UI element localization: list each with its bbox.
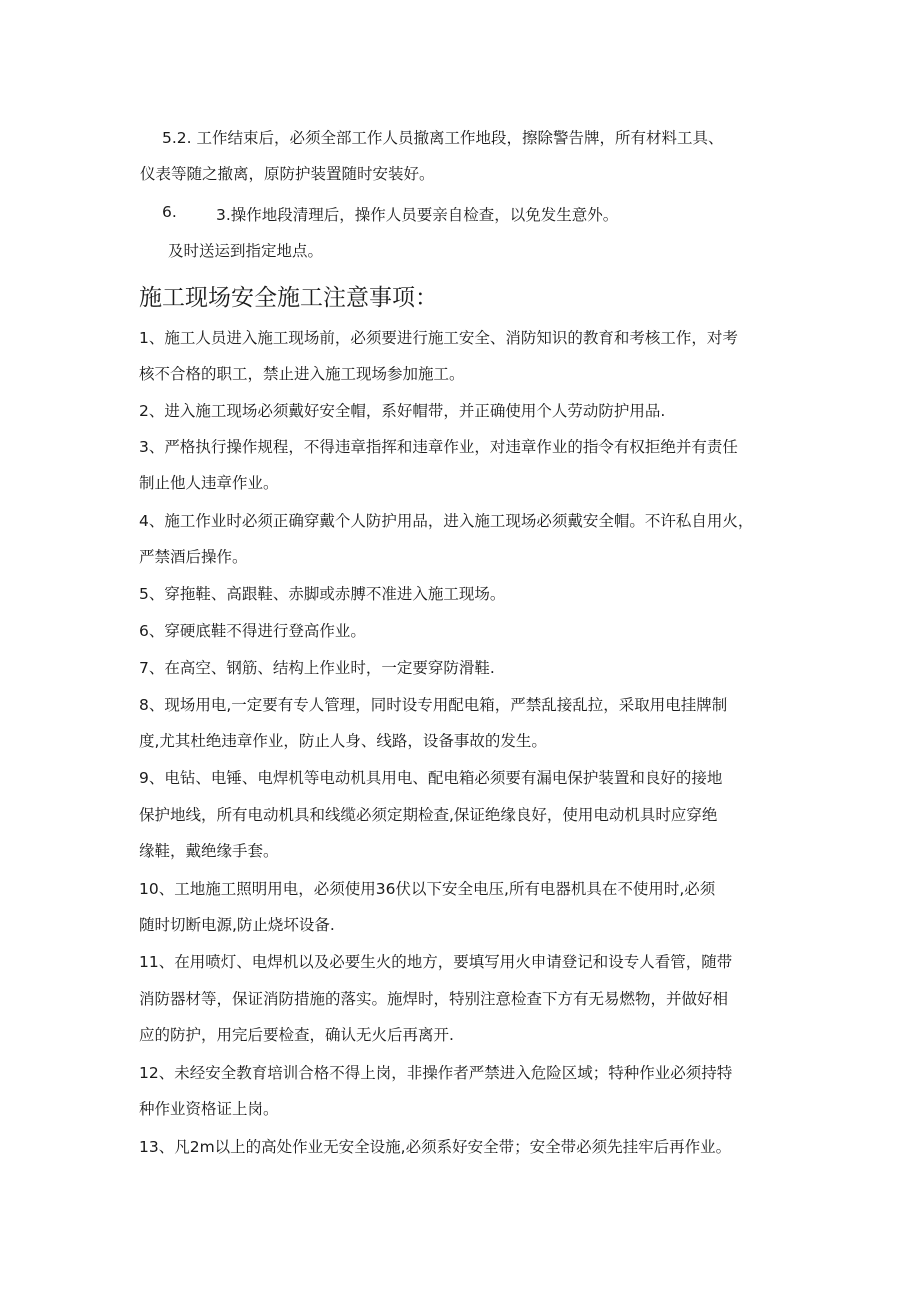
body-line: 11、在用喷灯、电焊机以及必要生火的地方，要填写用火申请登记和设专人看管，随带 — [139, 953, 733, 971]
body-line: 1、施工人员进入施工现场前，必须要进行施工安全、消防知识的教育和考核工作，对考 — [139, 329, 738, 347]
intro-paragraph-3: 及时送运到指定地点。 — [168, 242, 324, 260]
body-line: 13、凡2m以上的高处作业无安全设施,必须系好安全带；安全带必须先挂牢后再作业。 — [139, 1138, 732, 1156]
body-line: 缘鞋，戴绝缘手套。 — [139, 842, 279, 860]
body-line: 严禁酒后操作。 — [139, 548, 248, 566]
body-line: 6、穿硬底鞋不得进行登高作业。 — [139, 622, 366, 640]
body-line: 5、穿拖鞋、高跟鞋、赤脚或赤膊不准进入施工现场。 — [139, 585, 506, 603]
body-line: 9、电钻、电锤、电焊机等电动机具用电、配电箱必须要有漏电保护装置和良好的接地 — [139, 769, 723, 787]
intro-paragraph-1-line-2: 仪表等随之撤离，原防护装置随时安装好。 — [140, 165, 435, 183]
intro-paragraph-2-number: 6. — [162, 203, 177, 221]
intro-paragraph-2-text: 3.操作地段清理后，操作人员要亲自检查，以免发生意外。 — [216, 206, 619, 224]
body-line: 核不合格的职工，禁止进入施工现场参加施工。 — [139, 365, 465, 383]
intro-paragraph-1-line-1: 5.2. 工作结束后，必须全部工作人员撤离工作地段，擦除警告牌，所有材料工具、 — [162, 129, 724, 147]
body-line: 随时切断电源,防止烧坏设备. — [139, 916, 335, 934]
body-line: 4、施工作业时必须正确穿戴个人防护用品，进入施工现场必须戴安全帽。不许私自用火， — [139, 512, 754, 530]
body-line: 保护地线，所有电动机具和线缆必须定期检查,保证绝缘良好，使用电动机具时应穿绝 — [139, 806, 718, 824]
body-line: 2、进入施工现场必须戴好安全帽，系好帽带，并正确使用个人劳动防护用品. — [139, 402, 666, 420]
section-heading: 施工现场安全施工注意事项： — [139, 285, 438, 311]
body-line: 3、严格执行操作规程，不得违章指挥和违章作业，对违章作业的指令有权拒绝并有责任 — [139, 438, 738, 456]
body-line: 应的防护，用完后要检查，确认无火后再离开. — [139, 1026, 454, 1044]
body-line: 度,尤其杜绝违章作业，防止人身、线路，设备事故的发生。 — [139, 732, 547, 750]
body-line: 制止他人违章作业。 — [139, 474, 279, 492]
body-line: 10、工地施工照明用电，必须使用36伏以下安全电压,所有电器机具在不使用时,必须 — [139, 880, 716, 898]
body-line: 消防器材等，保证消防措施的落实。施焊时，特别注意检查下方有无易燃物，并做好相 — [139, 990, 729, 1008]
body-line: 种作业资格证上岗。 — [139, 1100, 279, 1118]
body-line: 12、未经安全教育培训合格不得上岗，非操作者严禁进入危险区域；特种作业必须持特 — [139, 1064, 733, 1082]
body-line: 7、在高空、钢筋、结构上作业时，一定要穿防滑鞋. — [139, 659, 495, 677]
body-line: 8、现场用电,一定要有专人管理，同时设专用配电箱，严禁乱接乱拉，采取用电挂牌制 — [139, 696, 728, 714]
